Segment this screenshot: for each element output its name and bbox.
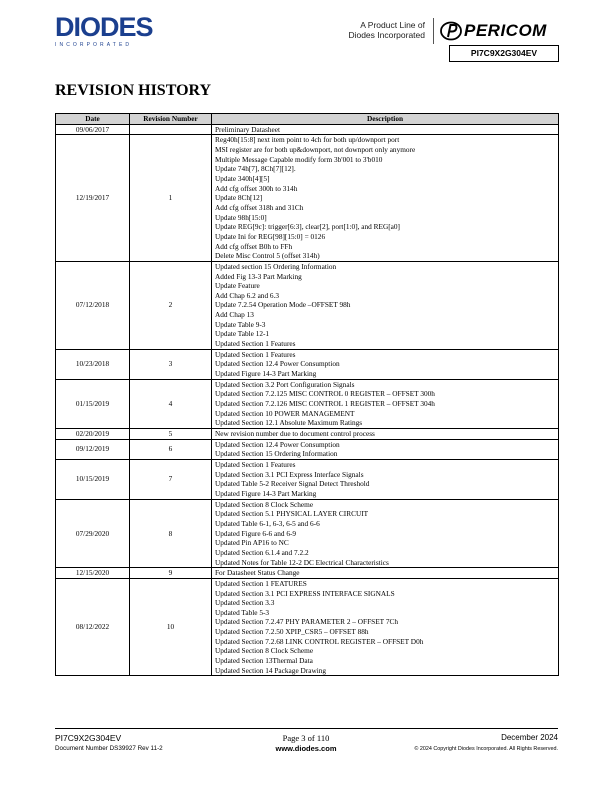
table-row xyxy=(56,578,559,676)
description-line: MSI register are for both up&downport, not downport only anymore xyxy=(215,144,416,154)
table-header-row xyxy=(56,114,559,125)
description-line: Updated Section 12.4 Power Consumption xyxy=(215,359,340,369)
description-line: Updated Section 3.1 PCI EXPRESS INTERFACE SIGNALS xyxy=(215,588,395,598)
row-date: 10/23/2018 xyxy=(56,349,130,379)
row-date: 02/20/2019 xyxy=(56,429,130,440)
footer-copyright: © 2024 Copyright Diodes Incorporated. All Rights Reserved. xyxy=(414,746,558,752)
description-line: Update 340h[4][5] xyxy=(215,173,270,183)
table-row xyxy=(56,499,559,568)
product-line-text-2: Diodes Incorporated xyxy=(348,30,425,40)
row-date: 12/15/2020 xyxy=(56,568,130,579)
description-line: Update 7.2.54 Operation Mode –OFFSET 98h xyxy=(215,300,351,310)
diodes-logo xyxy=(55,14,165,48)
description-line: Delete Misc Control 5 (offset 314h) xyxy=(215,251,320,261)
row-description xyxy=(212,499,559,568)
pericom-logo-word: PERICOM xyxy=(464,21,547,40)
footer-rule xyxy=(55,728,558,729)
revision-history-table xyxy=(55,113,559,676)
pericom-logo xyxy=(440,20,565,42)
row-date: 10/15/2019 xyxy=(56,459,130,499)
description-line: Updated Notes for Table 12-2 DC Electrical Characteristics xyxy=(215,557,389,567)
description-line: Updated Section 1 Features xyxy=(215,349,296,359)
description-line: Updated Section 3.3 xyxy=(215,598,275,608)
row-revision-number: 9 xyxy=(130,568,212,579)
description-line: Updated Figure 14-3 Part Marking xyxy=(215,488,317,498)
description-line: Add Chap 6.2 and 6.3 xyxy=(215,290,280,300)
table-row xyxy=(56,124,559,135)
description-line: Updated Figure 14-3 Part Marking xyxy=(215,369,317,379)
table-row xyxy=(56,429,559,440)
part-number-box: PI7C9X2G304EV xyxy=(449,45,559,62)
table-row xyxy=(56,379,559,428)
description-line: Updated Section 3.1 PCI Express Interface Signals xyxy=(215,469,364,479)
description-line: Updated Section 5.1 PHYSICAL LAYER CIRCUIT xyxy=(215,509,369,519)
footer-part-number: PI7C9X2G304EV xyxy=(55,733,122,743)
table-row xyxy=(56,459,559,499)
description-line: Updated Section 7.2.50 XPIP_CSR5 – OFFSET 88h xyxy=(215,627,369,637)
product-line-text-1: A Product Line of xyxy=(360,20,425,30)
description-line: Updated Section 10 POWER MANAGEMENT xyxy=(215,408,355,418)
description-line: Updated Section 1 Features xyxy=(215,339,296,349)
row-revision-number: 5 xyxy=(130,429,212,440)
description-line: Updated Section 14 Package Drawing xyxy=(215,665,327,675)
description-line: Update 74h[7], 8Ch[7][12]. xyxy=(215,164,296,174)
description-line: Multiple Message Capable modify form 3b'001 to 3'b010 xyxy=(215,154,383,164)
diodes-logo-sub: INCORPORATED xyxy=(55,42,133,48)
description-line: Updated Section 1 Features xyxy=(215,459,296,469)
description-line: Updated Section 1 FEATURES xyxy=(215,578,307,588)
row-date: 01/15/2019 xyxy=(56,379,130,428)
row-date: 12/19/2017 xyxy=(56,135,130,262)
description-line: Updated Section 7.2.47 PHY PARAMETER 2 – OFFSET 7Ch xyxy=(215,617,398,627)
table-row xyxy=(56,135,559,262)
row-date: 09/12/2019 xyxy=(56,439,130,459)
description-line: Update Feature xyxy=(215,281,260,291)
row-description xyxy=(212,429,559,440)
description-line: Update Table 12-1 xyxy=(215,329,270,339)
row-date: 07/12/2018 xyxy=(56,261,130,349)
description-line: Added Fig 13-3 Part Marking xyxy=(215,271,302,281)
description-line: Updated Section 8 Clock Scheme xyxy=(215,499,314,509)
row-revision-number: 10 xyxy=(130,578,212,676)
row-revision-number: 8 xyxy=(130,499,212,568)
row-revision-number: 6 xyxy=(130,439,212,459)
row-description xyxy=(212,568,559,579)
revision-table-body xyxy=(56,124,559,676)
row-revision-number: 3 xyxy=(130,349,212,379)
row-description xyxy=(212,379,559,428)
description-line: Updated Section 7.2.68 LINK CONTROL REGISTER – OFFSET D0h xyxy=(215,636,424,646)
row-revision-number xyxy=(130,124,212,135)
description-line: Reg40h[15:8] next item point to 4ch for both up/downport port xyxy=(215,135,400,145)
description-line: Update Ini for REG[98][15:0] = 0126 xyxy=(215,231,326,241)
description-line: Add cfg offset 300h to 314h xyxy=(215,183,298,193)
footer-website-link[interactable]: www.diodes.com xyxy=(275,744,337,753)
row-description xyxy=(212,261,559,349)
description-line: Update Table 9-3 xyxy=(215,319,266,329)
row-description xyxy=(212,135,559,262)
row-revision-number: 4 xyxy=(130,379,212,428)
table-row xyxy=(56,439,559,459)
page-title: REVISION HISTORY xyxy=(55,82,212,99)
header-divider xyxy=(433,18,434,44)
description-line: Updated Section 7.2.125 MISC CONTROL 0 REGISTER – OFFSET 300h xyxy=(215,389,435,399)
description-line: Updated Figure 6-6 and 6-9 xyxy=(215,528,297,538)
description-line: Updated Section 8 Clock Scheme xyxy=(215,646,314,656)
footer-date: December 2024 xyxy=(501,733,558,742)
description-line: Updated Pin AP16 to NC xyxy=(215,538,289,548)
description-line: Updated Table 5-2 Receiver Signal Detect Threshold xyxy=(215,479,370,489)
footer-document-number: Document Number DS39927 Rev 11-2 xyxy=(55,745,163,752)
row-revision-number: 1 xyxy=(130,135,212,262)
description-line: Updated Section 6.1.4 and 7.2.2 xyxy=(215,547,309,557)
row-date: 07/29/2020 xyxy=(56,499,130,568)
description-line: Preliminary Datasheet xyxy=(215,124,281,134)
description-line: Updated Table 6-1, 6-3, 6-5 and 6-6 xyxy=(215,518,320,528)
description-line: Updated section 15 Ordering Information xyxy=(215,261,337,271)
row-description xyxy=(212,124,559,135)
table-row xyxy=(56,568,559,579)
description-line: Updated Section 3.2 Port Configuration Signals xyxy=(215,379,355,389)
row-revision-number: 2 xyxy=(130,261,212,349)
row-description xyxy=(212,459,559,499)
description-line: Add Chap 13 xyxy=(215,310,254,320)
pericom-p-icon xyxy=(440,21,462,41)
description-line: Update REG[9c]: trigger[6:3], clear[2], port[1:0], and REG[a0] xyxy=(215,222,400,232)
row-revision-number: 7 xyxy=(130,459,212,499)
product-line-note xyxy=(320,20,425,40)
table-row xyxy=(56,261,559,349)
header-date: Date xyxy=(56,114,130,125)
description-line: New revision number due to document control process xyxy=(215,429,375,438)
row-date: 08/12/2022 xyxy=(56,578,130,676)
header-revision-number: Revision Number xyxy=(130,114,212,125)
header-description: Description xyxy=(212,114,559,125)
footer-page-number: Page 3 of 110 xyxy=(282,733,330,743)
description-line: Add cfg offset B0h to FFh xyxy=(215,241,293,251)
description-line: Updated Section 7.2.126 MISC CONTROL 1 REGISTER – OFFSET 304h xyxy=(215,399,435,409)
row-description xyxy=(212,349,559,379)
description-line: Updated Section 15 Ordering Information xyxy=(215,449,338,459)
description-line: Updated Section 13Thermal Data xyxy=(215,656,313,666)
diodes-logo-word: DIODES xyxy=(55,12,153,42)
table-row xyxy=(56,349,559,379)
description-line: Update 8Ch[12] xyxy=(215,193,263,203)
description-line: For Datasheet Status Change xyxy=(215,568,300,578)
description-line: Updated Section 12.1 Absolute Maximum Ratings xyxy=(215,418,363,428)
description-line: Updated Table 5-3 xyxy=(215,607,270,617)
description-line: Update 98h[15:0] xyxy=(215,212,267,222)
row-description xyxy=(212,578,559,676)
row-date: 09/06/2017 xyxy=(56,124,130,135)
description-line: Updated Section 12.4 Power Consumption xyxy=(215,439,340,449)
description-line: Add cfg offset 318h and 31Ch xyxy=(215,202,304,212)
row-description xyxy=(212,439,559,459)
